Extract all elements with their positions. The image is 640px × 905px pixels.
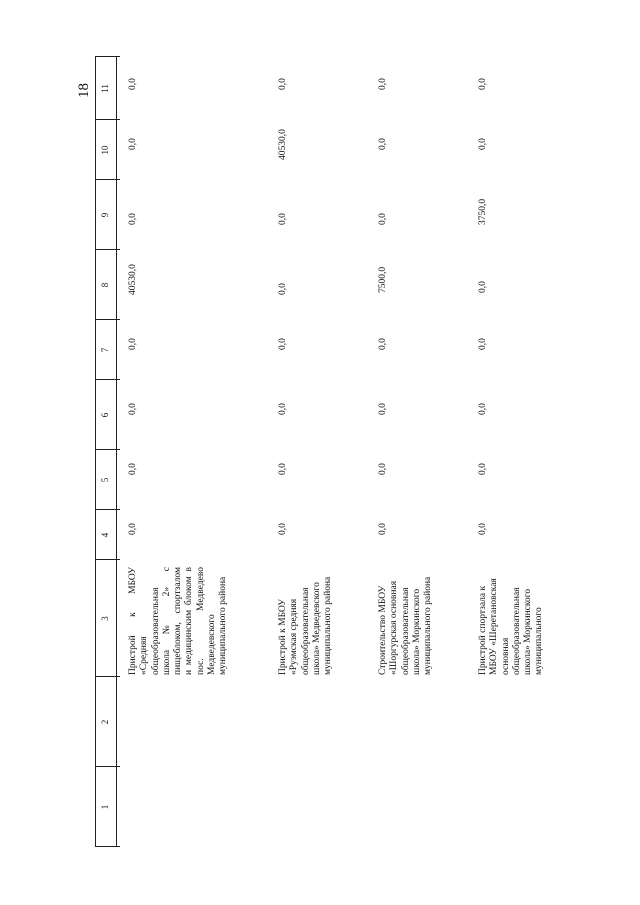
table-cell: 0,0: [278, 213, 288, 225]
column-header: 3: [100, 616, 110, 621]
column-header: 6: [100, 412, 110, 418]
table-cell: 0,0: [278, 78, 288, 90]
table-cell: 0,0: [278, 463, 288, 475]
table-cell: 0,0: [478, 281, 488, 293]
table-cell: 0,0: [128, 463, 138, 475]
table-header-border: [116, 57, 117, 847]
table-cell: 0,0: [478, 138, 488, 150]
column-header: 5: [100, 477, 110, 483]
table-cell: 0,0: [378, 403, 388, 415]
table-top-border: [95, 57, 96, 847]
table-cell: 0,0: [278, 338, 288, 350]
table-cell: 0,0: [128, 523, 138, 535]
table-cell: 0,0: [478, 403, 488, 415]
table-cell: 0,0: [378, 213, 388, 225]
column-header: 1: [100, 804, 110, 810]
table-cell: 0,0: [478, 523, 488, 535]
table-cell: 0,0: [378, 138, 388, 150]
page-number: 18: [76, 83, 92, 98]
column-header: 2: [100, 719, 110, 725]
table-cell: 0,0: [378, 463, 388, 475]
table-cell: 0,0: [278, 403, 288, 415]
column-header: 7: [100, 347, 110, 353]
table-cell: 7500,0: [378, 266, 388, 293]
table-cell: 0,0: [278, 523, 288, 535]
object-name: Строительство МБОУ «Шоргурская основная общеобразовательная школа» Моркинского муниципального района: [378, 576, 434, 675]
table-cell: 0,0: [378, 338, 388, 350]
table-cell: 0,0: [128, 138, 138, 150]
table-cell: 0,0: [478, 463, 488, 475]
table-cell: 0,0: [128, 338, 138, 350]
object-name: Пристрой спортзала к МБОУ «Шеретановская основная общеобразовательная школа» Моркинского муниципального: [478, 578, 545, 675]
table-cell: 0,0: [478, 78, 488, 90]
table-cell: 0,0: [278, 283, 288, 295]
column-header: 9: [100, 212, 110, 218]
column-header: 4: [100, 532, 110, 538]
table-cell: 0,0: [128, 78, 138, 90]
table-cell: 40530,0: [278, 129, 288, 160]
table-cell: 0,0: [378, 78, 388, 90]
table-cell: 3750,0: [478, 198, 488, 225]
object-name: Пристрой к МБОУ «Средняя общеобразовательная школа № 2» с пищеблоком, спортзалом и медицинским блоком в пос. Медведево Медведевского муниципального района: [128, 567, 229, 675]
object-name: Пристрой к МБОУ «Руэмская средняя общеобразовательная школа» Медведевского муниципального района: [278, 576, 334, 675]
table-cell: 40530,0: [128, 264, 138, 295]
table-cell: 0,0: [478, 338, 488, 350]
column-header: 8: [100, 282, 110, 288]
table-cell: 0,0: [128, 403, 138, 415]
column-header: 11: [100, 84, 110, 93]
table-cell: 0,0: [128, 213, 138, 225]
column-header: 10: [100, 145, 110, 155]
table-cell: 0,0: [378, 523, 388, 535]
